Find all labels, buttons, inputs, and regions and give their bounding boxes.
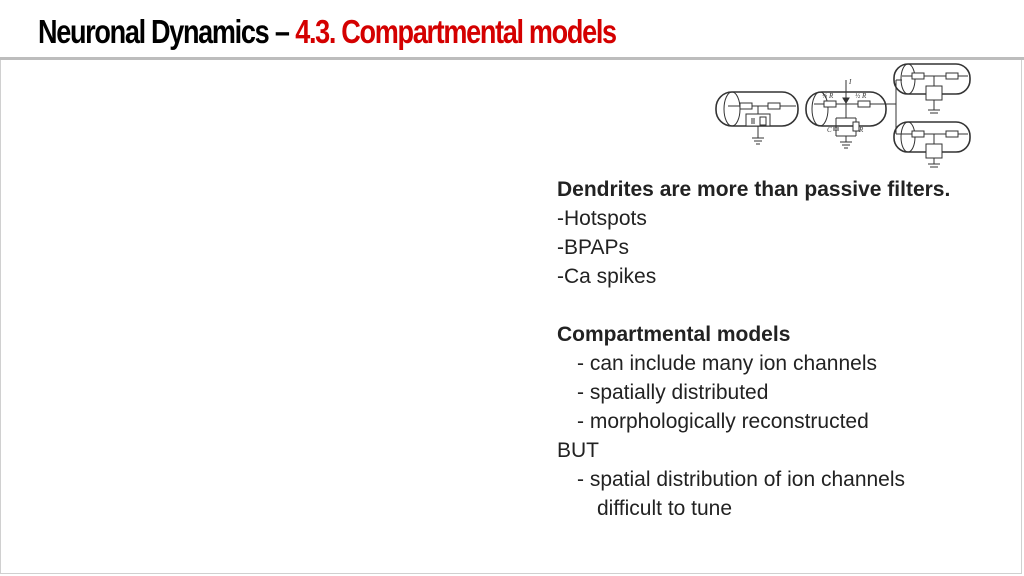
list-item-continuation: difficult to tune [597, 497, 733, 520]
middle-compartment [806, 80, 886, 148]
list-item: - spatially distributed [577, 381, 769, 404]
list-item: -BPAPs [557, 236, 629, 259]
label-membrane-resistance: R [859, 126, 864, 134]
left-compartment [716, 92, 798, 144]
block1-heading: Dendrites are more than passive filters. [557, 178, 951, 201]
bottom-right-compartment [894, 122, 970, 167]
title-main: Neuronal Dynamics [38, 13, 269, 50]
label-capacitance: C [827, 126, 832, 134]
block2-heading: Compartmental models [557, 323, 791, 346]
list-item: - spatial distribution of ion channels [577, 468, 906, 491]
list-item: - morphologically reconstructed [577, 410, 869, 433]
list-item: - can include many ion channels [577, 352, 878, 375]
but-label: BUT [557, 439, 599, 462]
list-item: -Ca spikes [557, 265, 657, 288]
label-resistor-left: ½ R [822, 92, 834, 100]
title-underline [0, 57, 1024, 60]
compartment-circuit-diagram [712, 62, 974, 170]
title-separator: – [274, 13, 289, 50]
slide-title [38, 10, 616, 54]
title-section: 4.3. Compartmental models [295, 13, 616, 50]
spacer [557, 291, 1017, 320]
slide-body [557, 175, 1017, 523]
title-bar [0, 0, 1024, 58]
top-right-compartment [894, 64, 970, 113]
label-resistor-right: ½ R [855, 92, 867, 100]
list-item: -Hotspots [557, 207, 647, 230]
label-current: I [849, 78, 852, 86]
